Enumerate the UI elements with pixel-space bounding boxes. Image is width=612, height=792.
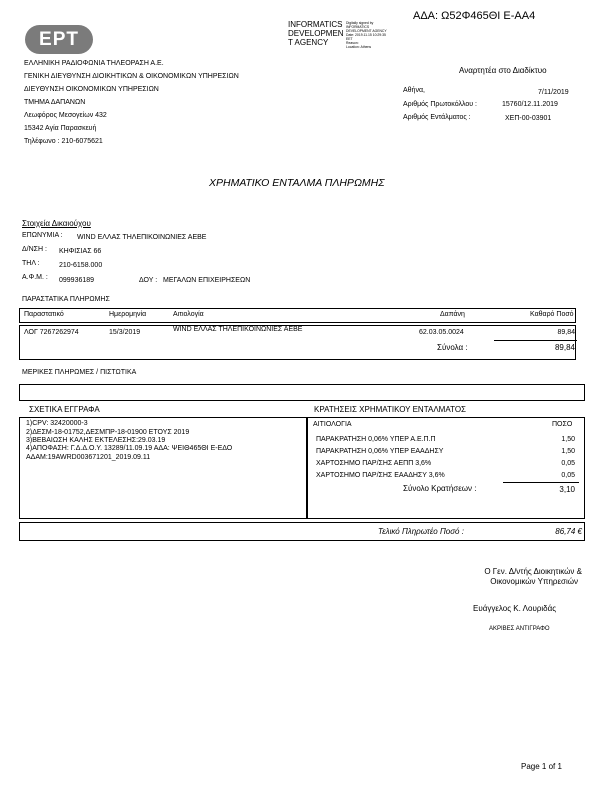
row-reason: WIND ΕΛΛΑΣ ΤΗΛΕΠΙΚΟΙΝΩΝΙΕΣ ΑΕΒΕ (173, 326, 303, 333)
page-number: Page 1 of 1 (521, 762, 562, 771)
deductions-total-label: Σύνολο Κρατήσεων : (403, 484, 477, 493)
partial-payments-box (19, 384, 585, 401)
address-label: Δ/ΝΣΗ : (22, 246, 47, 253)
phone-label: ΤΗΛ : (22, 260, 40, 267)
col-header-amount: Καθαρό Ποσό (530, 311, 574, 318)
doy-value: ΜΕΓΑΛΩΝ ΕΠΙΧΕΙΡΗΣΕΩΝ (163, 277, 251, 284)
final-amount-label: Τελικό Πληρωτέο Ποσό : (378, 527, 464, 536)
org-line: Λεωφόρος Μεσογείων 432 (24, 112, 107, 119)
signatory-role: Ο Γεν. Δ/ντής Διοικητικών & (484, 567, 582, 576)
final-amount-value: 86,74 € (555, 527, 582, 536)
internet-posting: Αναρτητέα στο Διαδίκτυο (459, 66, 547, 75)
deductions-divider (503, 482, 579, 483)
digital-signature-stamp: Digitally signed by INFORMATICS DEVELOPMENT AGENCY Date: 2019.11.15 10:29:35 EET Reason: Location: Athens (346, 21, 387, 49)
related-line: 2)ΔΕΣΜ-18-01752,ΔΕΣΜΠΡ-18-01900 ΕΤΟΥΣ 2019 (26, 429, 190, 436)
org-line: ΕΛΛΗΝΙΚΗ ΡΑΔΙΟΦΩΝΙΑ ΤΗΛΕΟΡΑΣΗ Α.Ε. (24, 60, 164, 67)
org-line: ΤΜΗΜΑ ΔΑΠΑΝΩΝ (24, 99, 86, 106)
deduction-value: 1,50 (561, 436, 575, 443)
payment-total-label: Σύνολα : (437, 343, 468, 352)
partial-payments-heading: ΜΕΡΙΚΕΣ ΠΛΗΡΩΜΕΣ / ΠΙΣΤΩΤΙΚΑ (22, 369, 137, 376)
deductions-amount-header: ΠΟΣΟ (552, 421, 573, 428)
related-docs-heading: ΣΧΕΤΙΚΑ ΕΓΓΡΑΦΑ (29, 405, 100, 414)
org-line: ΓΕΝΙΚΗ ΔΙΕΥΘΥΝΣΗ ΔΙΟΙΚΗΤΙΚΩΝ & ΟΙΚΟΝΟΜΙΚΩΝ ΥΠΗΡΕΣΙΩΝ (24, 73, 239, 80)
col-header-reason: Αιτιολογία (173, 311, 204, 318)
address-value: ΚΗΦΙΣΙΑΣ 66 (59, 248, 102, 255)
doy-label: ΔΟΥ : (139, 277, 158, 284)
protocol-label: Αριθμός Πρωτοκόλλου : (403, 101, 477, 108)
deductions-reason-header: ΑΙΤΙΟΛΟΓΙΑ (313, 421, 352, 428)
deduction-value: 0,05 (561, 460, 575, 467)
row-amount: 89,84 (557, 329, 575, 336)
name-value: WIND ΕΛΛΑΣ ΤΗΛΕΠΙΚΟΙΝΩΝΙΕΣ ΑΕΒΕ (77, 234, 207, 241)
deduction-value: 1,50 (561, 448, 575, 455)
signatory-role: Οικονομικών Υπηρεσιών (490, 577, 578, 586)
informatics-line-1: INFORMATICS (288, 20, 343, 29)
payment-total-value: 89,84 (554, 343, 575, 352)
total-divider (494, 340, 577, 341)
payment-docs-header-row (19, 308, 576, 323)
final-amount-box (19, 522, 585, 541)
deductions-box (307, 417, 585, 519)
phone-value: 210-6158.000 (59, 262, 103, 269)
deduction-label: ΠΑΡΑΚΡΑΤΗΣΗ 0,06% ΥΠΕΡ Α.Ε.Π.Π (316, 436, 436, 443)
order-label: Αριθμός Εντάλματος : (403, 114, 471, 121)
org-line: Τηλέφωνο : 210-6075621 (24, 138, 103, 145)
org-line: 15342 Αγία Παρασκευή (24, 125, 97, 132)
signatory-name: Ευάγγελος Κ. Λουριδάς (473, 604, 557, 613)
ert-logo: ΕΡΤ (25, 25, 93, 54)
informatics-line-3: T AGENCY (288, 38, 329, 47)
row-doc: ΛΟΓ 7267262974 (24, 329, 79, 336)
related-line: 4)ΑΠΟΦΑΣΗ: Γ.Δ.Δ.Ο.Υ. 13289/11.09.19 ΑΔΑ: ΨΕΙΘ465ΘΙ Ε-ΕΔΟ (26, 445, 233, 452)
deductions-heading: ΚΡΑΤΗΣΕΙΣ ΧΡΗΜΑΤΙΚΟΥ ΕΝΤΑΛΜΑΤΟΣ (314, 405, 466, 414)
payment-docs-heading: ΠΑΡΑΣΤΑΤΙΚΑ ΠΛΗΡΩΜΗΣ (22, 296, 110, 303)
ada-number: ΑΔΑ: Ω52Φ465ΘΙ Ε-ΑΑ4 (413, 10, 536, 22)
deduction-label: ΠΑΡΑΚΡΑΤΗΣΗ 0,06% ΥΠΕΡ ΕΑΑΔΗΣΥ (316, 448, 444, 455)
afm-label: Α.Φ.Μ. : (22, 274, 48, 281)
deduction-label: ΧΑΡΤΟΣΗΜΟ ΠΑΡ/ΣΗΣ ΑΕΠΠ 3,6% (316, 460, 432, 467)
city-label: Αθήνα, (403, 87, 425, 94)
related-line: 1)CPV: 32420000-3 (26, 420, 88, 427)
order-value: ΧΕΠ-00-03901 (505, 115, 552, 122)
document-title: ΧΡΗΜΑΤΙΚΟ ΕΝΤΑΛΜΑ ΠΛΗΡΩΜΗΣ (209, 177, 385, 189)
informatics-line-2: DEVELOPMEN (288, 29, 344, 38)
related-line: 3)ΒΕΒΑΙΩΣΗ ΚΑΛΗΣ ΕΚΤΕΛΕΣΗΣ:29.03.19 (26, 437, 166, 444)
org-line: ΔΙΕΥΘΥΝΣΗ ΟΙΚΟΝΟΜΙΚΩΝ ΥΠΗΡΕΣΙΩΝ (24, 86, 159, 93)
document-date: 7/11/2019 (538, 89, 569, 96)
exact-copy-stamp: ΑΚΡΙΒΕΣ ΑΝΤΙΓΡΑΦΟ (489, 626, 550, 632)
col-header-doc: Παραστατικό (24, 311, 64, 318)
row-date: 15/3/2019 (109, 329, 141, 336)
row-expense: 62.03.05.0024 (419, 329, 464, 336)
afm-value: 099936189 (59, 277, 95, 284)
col-header-expense: Δαπάνη (440, 311, 465, 318)
name-label: ΕΠΩΝΥΜΙΑ : (22, 232, 63, 239)
deduction-label: ΧΑΡΤΟΣΗΜΟ ΠΑΡ/ΣΗΣ ΕΑΑΔΗΣΥ 3,6% (316, 472, 445, 479)
deductions-total-value: 3,10 (559, 485, 575, 494)
deduction-value: 0,05 (561, 472, 575, 479)
col-header-date: Ημερομηνία (109, 311, 147, 318)
related-line: ΑΔΑΜ:19AWRD003671201_2019.09.11 (26, 454, 151, 461)
beneficiary-heading: Στοιχεία Δικαιούχου (22, 219, 91, 228)
protocol-value: 15760/12.11.2019 (502, 101, 558, 108)
